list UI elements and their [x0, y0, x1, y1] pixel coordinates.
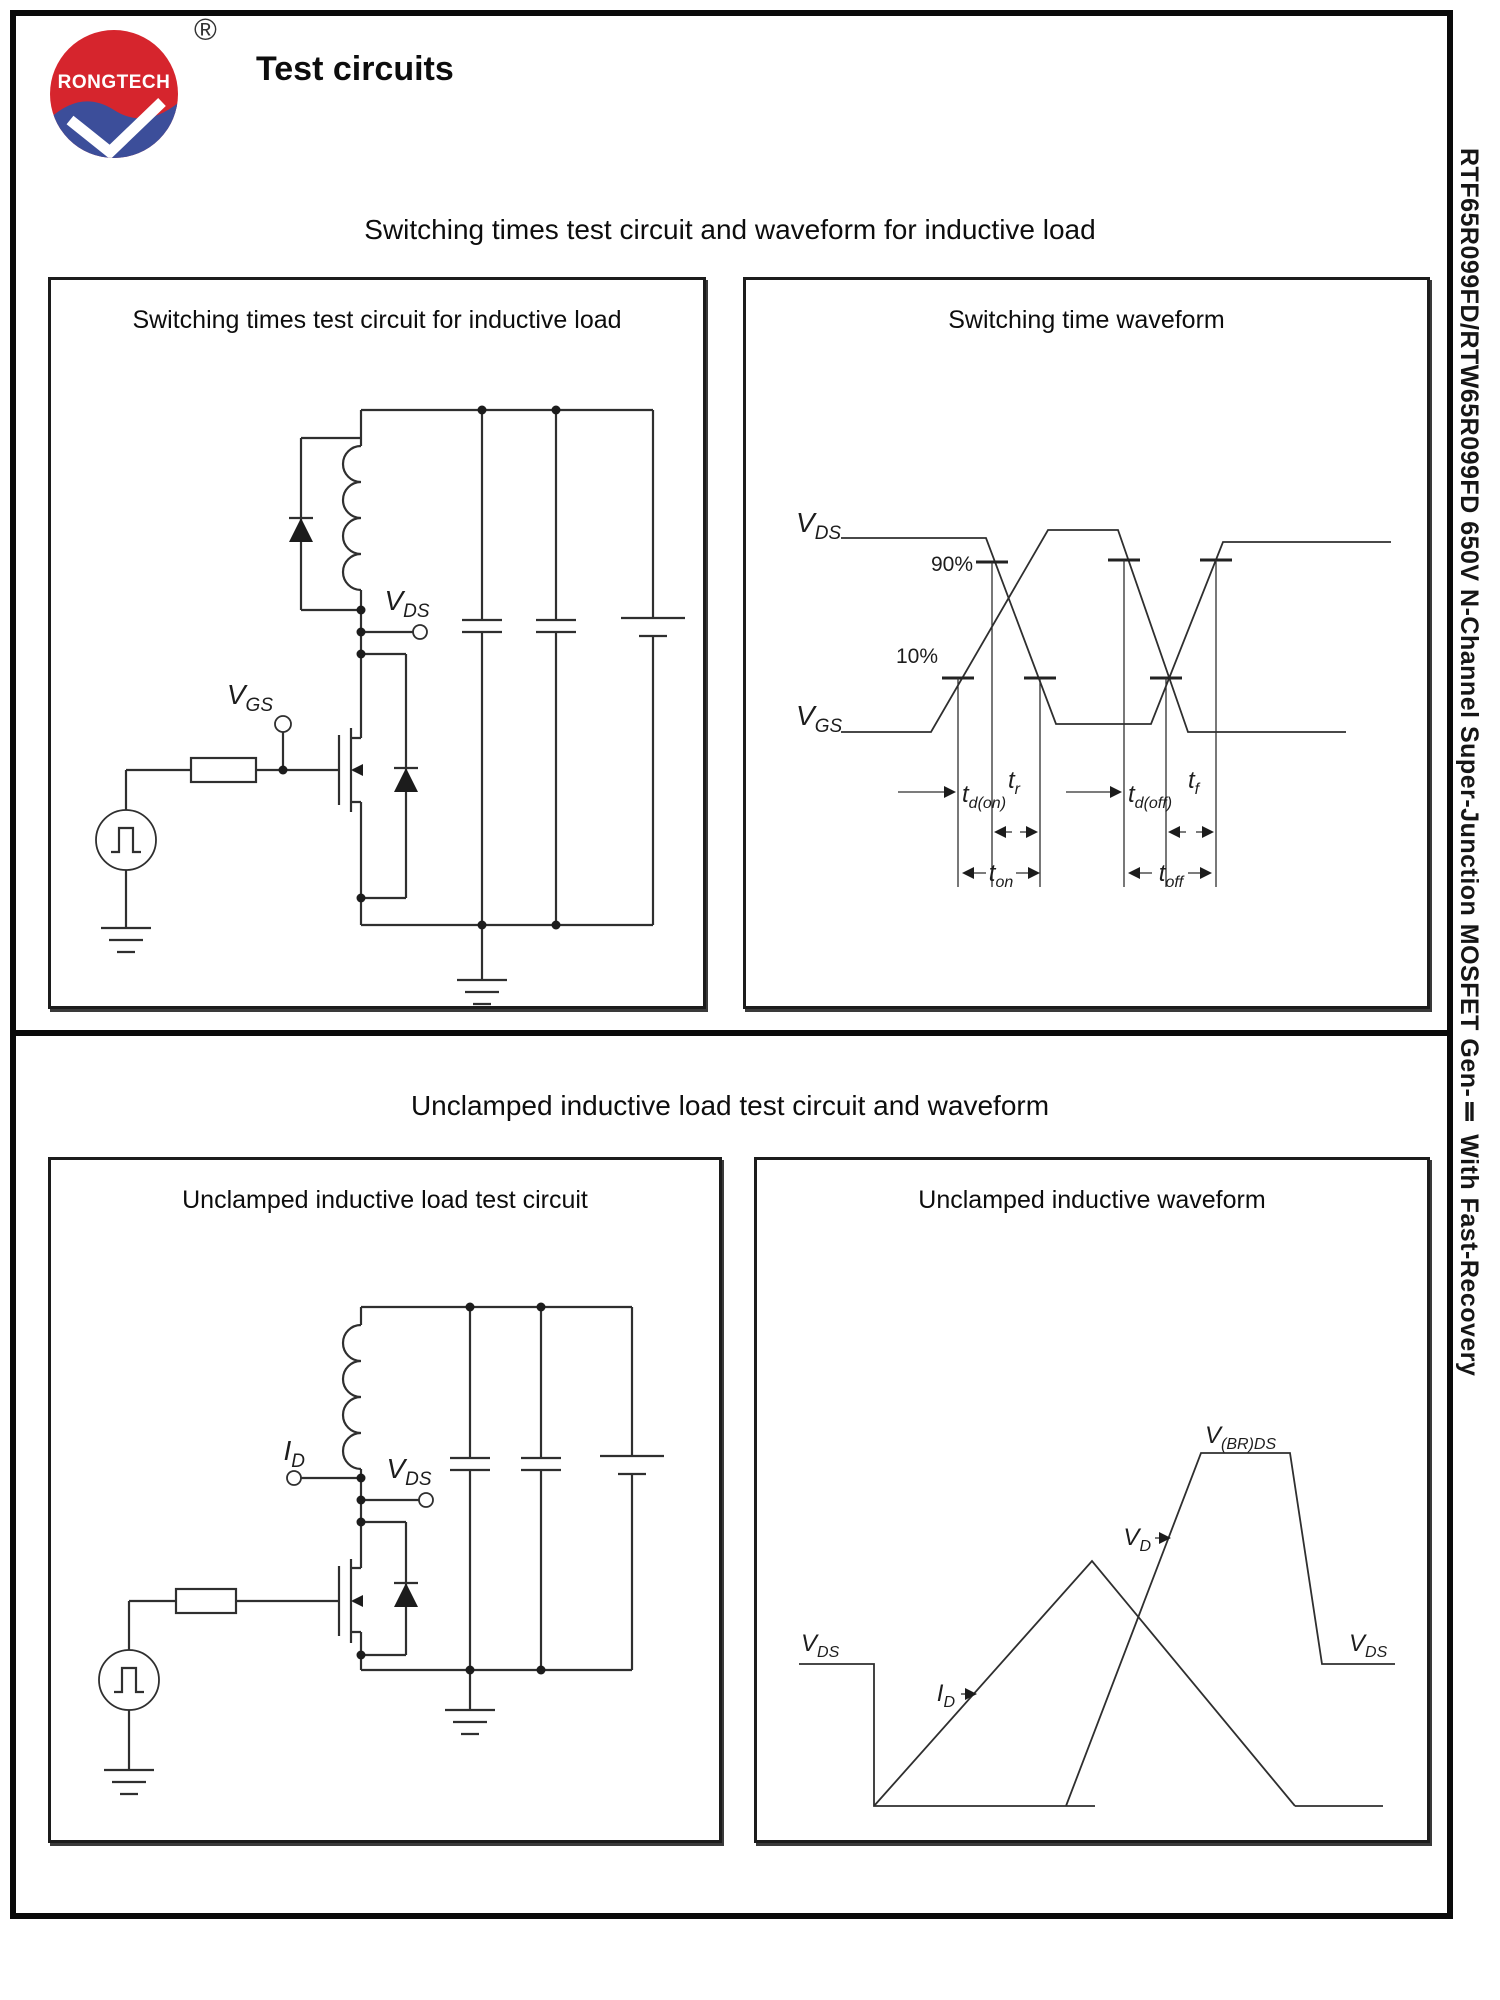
body-diode-icon	[394, 1583, 418, 1607]
section-divider	[10, 1030, 1453, 1036]
pulse-source-icon	[99, 1650, 159, 1710]
section2-title: Unclamped inductive load test circuit and waveform	[410, 1090, 1050, 1121]
tf-arrows	[1168, 826, 1214, 838]
node-dots	[357, 1303, 546, 1675]
rongtech-logo-icon	[46, 26, 182, 162]
mosfet-icon	[339, 728, 363, 812]
td-on-label: $t_{d(on)}$	[962, 781, 1007, 812]
vds-trace	[799, 1453, 1395, 1806]
node-dots	[279, 406, 561, 930]
freewheel-diode-icon	[289, 518, 313, 542]
vgs-trace	[841, 530, 1346, 732]
td-off-label: $t_{d(off)}$	[1128, 781, 1173, 812]
inductor-icon	[343, 1325, 361, 1469]
wires	[129, 1307, 632, 1770]
id-label: $I_D$	[283, 1435, 305, 1472]
vgs-terminal	[275, 716, 291, 732]
id-label: $I_D$	[936, 1680, 955, 1711]
resistor-icon	[176, 1589, 236, 1613]
id-terminal	[287, 1471, 301, 1485]
arrow-icon	[1066, 786, 1122, 798]
unclamped-circuit-title: Unclamped inductive load test circuit	[182, 1186, 588, 1214]
switching-waveform-plot	[746, 280, 1427, 1006]
vds-left-label: $V_{DS}$	[801, 1630, 840, 1661]
rongtech-logo	[46, 26, 182, 162]
switching-circuit-box	[48, 277, 706, 1009]
capacitor-icon	[450, 1458, 490, 1470]
resistor-icon	[191, 758, 256, 782]
battery-icon	[600, 1456, 664, 1474]
unclamped-circuit-diagram	[51, 1160, 719, 1840]
unclamped-waveform-plot	[757, 1160, 1427, 1840]
vd-arrow-icon	[1155, 1532, 1171, 1544]
ton-label: $t_{on}$	[988, 860, 1014, 891]
capacitor-icon	[536, 620, 576, 632]
pulse-source-icon	[96, 810, 156, 870]
switching-waveform-title: Switching time waveform	[948, 306, 1225, 334]
tr-arrows	[994, 826, 1038, 838]
vds-trace	[841, 538, 1391, 724]
switching-waveform-box	[743, 277, 1430, 1009]
tr-label: $t_r$	[1008, 767, 1020, 798]
toff-label: $t_{off}$	[1158, 860, 1184, 891]
arrow-icon	[898, 786, 956, 798]
vds-terminal	[419, 1493, 433, 1507]
unclamped-circuit-box	[48, 1157, 722, 1843]
vgs-label: $V_{GS}$	[226, 679, 273, 716]
pct90-label: 90%	[930, 553, 973, 576]
vd-label: $V_D$	[1123, 1524, 1151, 1555]
tf-label: $t_f$	[1188, 767, 1200, 798]
inductor-icon	[343, 446, 361, 590]
ground-icon	[104, 1770, 154, 1794]
ground-icon	[101, 928, 151, 952]
vds-label: $V_{DS}$	[796, 507, 842, 544]
unclamped-waveform-box	[754, 1157, 1430, 1843]
section1-title: Switching times test circuit and waveform for inductive load	[364, 214, 1096, 245]
sidebar-vertical-title: RTF65R099FD/RTW65R099FD 650V N-Channel Super-Junction MOSFET Gen-Ⅱ With Fast-Recovery	[1455, 148, 1483, 1377]
battery-icon	[621, 618, 685, 636]
vds-label: $V_{DS}$	[386, 1453, 432, 1490]
capacitor-icon	[521, 1458, 561, 1470]
body-diode-icon	[394, 768, 418, 792]
switching-circuit-diagram	[51, 280, 703, 1006]
unclamped-waveform-title: Unclamped inductive waveform	[918, 1186, 1266, 1214]
vgs-label: $V_{GS}$	[796, 700, 843, 737]
vds-label: $V_{DS}$	[384, 585, 430, 622]
mosfet-icon	[339, 1559, 363, 1643]
vds-terminal	[413, 625, 427, 639]
page-title: Test circuits	[256, 50, 454, 88]
vds-right-label: $V_{DS}$	[1349, 1630, 1388, 1661]
capacitor-icon	[462, 620, 502, 632]
wires	[126, 410, 653, 980]
switching-circuit-title: Switching times test circuit for inductive load	[132, 306, 622, 334]
ground-icon	[457, 980, 507, 1004]
ground-icon	[445, 1710, 495, 1734]
registered-trademark-icon: ®	[194, 12, 217, 47]
v-br-ds-label: $V_{(BR)DS}$	[1205, 1422, 1277, 1453]
logo-brand-text: RONGTECH	[57, 72, 171, 93]
pct10-label: 10%	[895, 645, 938, 668]
level-ticks	[942, 560, 1232, 678]
